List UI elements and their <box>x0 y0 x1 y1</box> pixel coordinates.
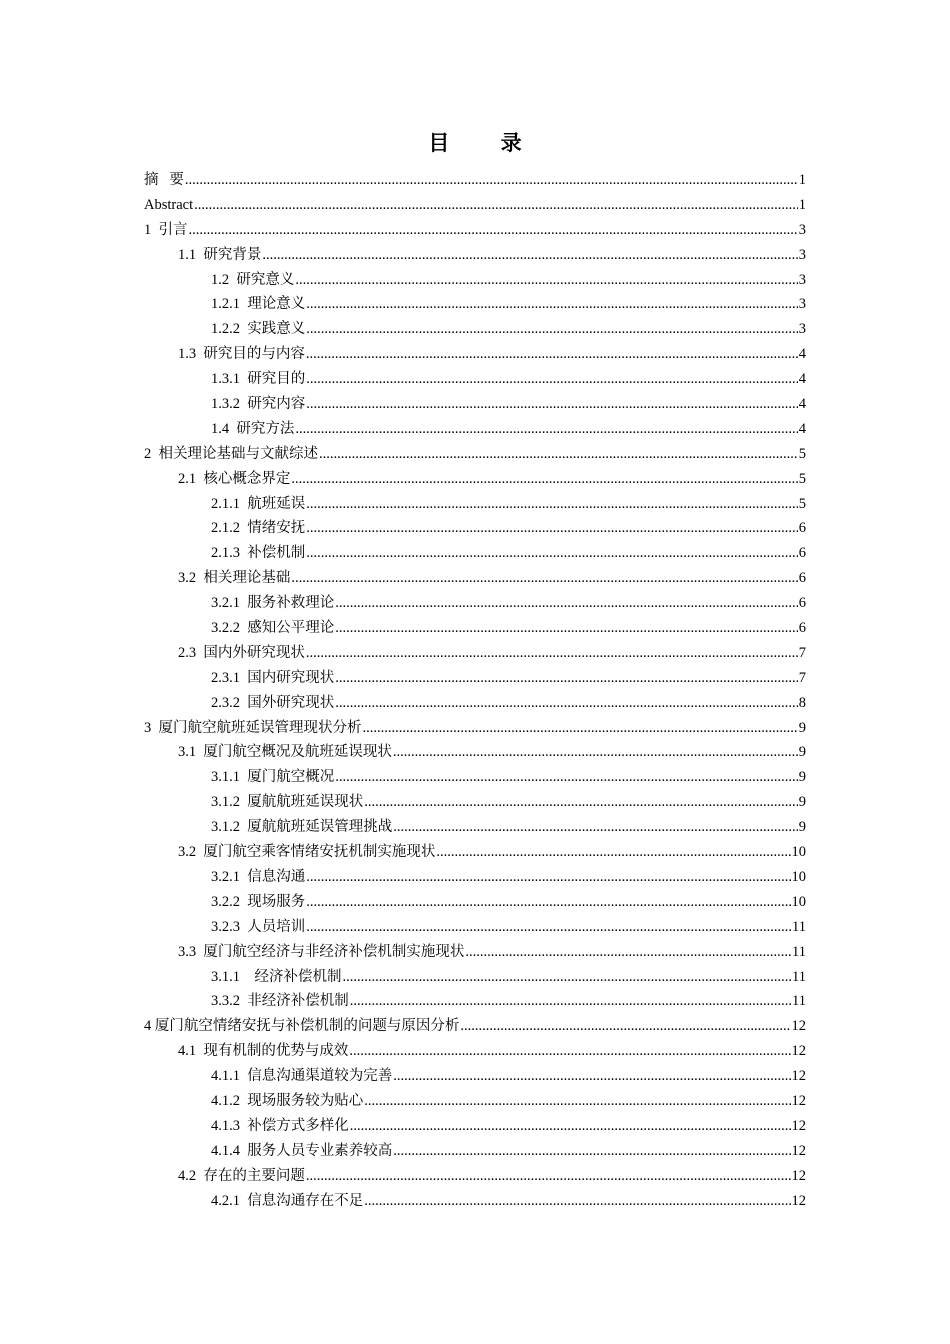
toc-entry-number: 3.2.1 <box>211 595 240 612</box>
toc-dot-leader <box>306 915 791 940</box>
toc-dot-leader <box>306 392 798 417</box>
toc-page-number: 9 <box>798 744 806 761</box>
toc-dot-leader <box>306 516 798 541</box>
table-of-contents <box>144 168 806 1213</box>
toc-entry-number: 2.1.1 <box>211 495 240 512</box>
toc-dot-leader <box>335 691 798 716</box>
toc-page-number: 6 <box>798 520 806 537</box>
toc-entry-title: 航班延误 <box>240 495 306 512</box>
toc-entry[interactable] <box>144 1064 806 1089</box>
toc-entry-number: 1 <box>144 221 152 238</box>
toc-entry[interactable] <box>144 392 806 417</box>
toc-dot-leader <box>460 1014 790 1039</box>
toc-entry[interactable] <box>144 1014 806 1039</box>
toc-entry[interactable] <box>144 616 806 641</box>
toc-dot-leader <box>306 1164 791 1189</box>
toc-entry-number: 3.1.1 <box>211 968 240 985</box>
toc-page-number: 12 <box>791 1117 806 1134</box>
toc-page-number: 10 <box>791 893 806 910</box>
toc-dot-leader <box>393 815 798 840</box>
toc-entry-number: 1.2 <box>211 271 230 288</box>
toc-entry-title: 人员培训 <box>240 918 306 935</box>
toc-entry-number: 1.1 <box>178 246 197 263</box>
toc-entry[interactable] <box>144 790 806 815</box>
toc-entry-number: 2 <box>144 445 152 462</box>
toc-entry[interactable] <box>144 890 806 915</box>
toc-entry-number: 3.2 <box>178 570 197 587</box>
toc-entry-title: 存在的主要问题 <box>196 1167 305 1184</box>
toc-dot-leader <box>189 218 798 243</box>
toc-dot-leader <box>335 666 798 691</box>
toc-entry[interactable] <box>144 1189 806 1214</box>
toc-entry[interactable] <box>144 1139 806 1164</box>
toc-entry-title: 厦航航班延误管理挑战 <box>240 819 393 836</box>
toc-entry-title: 相关理论基础与文献综述 <box>151 445 318 462</box>
toc-entry-title: 相关理论基础 <box>196 570 291 587</box>
toc-page-number: 5 <box>798 470 806 487</box>
toc-dot-leader <box>185 168 798 193</box>
toc-entry-title: 研究意义 <box>229 271 295 288</box>
toc-page-number: 4 <box>798 346 806 363</box>
toc-dot-leader <box>295 417 797 442</box>
toc-entry-title: 现场服务 <box>240 893 306 910</box>
toc-dot-leader <box>350 989 791 1014</box>
toc-page-number: 7 <box>798 669 806 686</box>
toc-page-number: 3 <box>798 221 806 238</box>
toc-page-number: 4 <box>798 396 806 413</box>
toc-dot-leader <box>306 292 798 317</box>
toc-page-number: 7 <box>798 644 806 661</box>
toc-page-number: 12 <box>791 1192 806 1209</box>
toc-entry[interactable] <box>144 193 806 218</box>
toc-page-number: 9 <box>798 819 806 836</box>
toc-entry-number: 4.1.1 <box>211 1068 240 1085</box>
toc-dot-leader <box>335 765 798 790</box>
toc-page-number: 12 <box>791 1142 806 1159</box>
toc-dot-leader <box>306 367 798 392</box>
toc-entry-title: 研究方法 <box>229 420 295 437</box>
toc-entry-number: 4 <box>144 1018 152 1035</box>
toc-page-number: 12 <box>791 1167 806 1184</box>
toc-entry-number: Abstract <box>144 196 194 213</box>
toc-dot-leader <box>364 790 798 815</box>
toc-page-number: 1 <box>798 196 806 213</box>
toc-entry-number: 4.1 <box>178 1043 197 1060</box>
toc-entry-number: 1.3.1 <box>211 371 240 388</box>
toc-entry-number: 2.1 <box>178 470 197 487</box>
toc-entry[interactable] <box>144 1039 806 1064</box>
toc-page-number: 3 <box>798 321 806 338</box>
toc-page-number: 3 <box>798 271 806 288</box>
toc-page-number: 8 <box>798 694 806 711</box>
toc-entry-title: 情绪安抚 <box>240 520 306 537</box>
toc-entry-number: 4.1.2 <box>211 1092 240 1109</box>
toc-entry-number: 1.2.2 <box>211 321 240 338</box>
toc-page-number: 11 <box>792 918 806 935</box>
toc-page-number: 1 <box>798 172 806 188</box>
toc-entry-title: 现场服务较为贴心 <box>240 1092 364 1109</box>
toc-dot-leader <box>343 965 792 990</box>
toc-dot-leader <box>364 1189 790 1214</box>
toc-dot-leader <box>349 1039 790 1064</box>
toc-entry[interactable] <box>144 218 806 243</box>
toc-entry-title: 现有机制的优势与成效 <box>196 1043 349 1060</box>
toc-entry-title: 国内外研究现状 <box>196 644 305 661</box>
toc-dot-leader <box>335 616 798 641</box>
toc-page-number: 12 <box>791 1092 806 1109</box>
toc-entry-number: 1.2.1 <box>211 296 240 313</box>
toc-entry-title: 研究背景 <box>196 246 262 263</box>
toc-page-number: 12 <box>791 1043 806 1060</box>
toc-dot-leader <box>393 740 798 765</box>
toc-page-number: 11 <box>792 943 806 960</box>
toc-entry[interactable] <box>144 1164 806 1189</box>
toc-entry-title: 研究内容 <box>240 396 306 413</box>
toc-entry-title: 服务人员专业素养较高 <box>240 1142 393 1159</box>
toc-entry-number: 3.1.1 <box>211 769 240 786</box>
toc-dot-leader <box>306 317 798 342</box>
toc-entry-number: 3.2.1 <box>211 868 240 885</box>
toc-dot-leader <box>319 442 798 467</box>
toc-dot-leader <box>335 591 798 616</box>
toc-page-number: 5 <box>798 495 806 512</box>
toc-entry-number: 3.2.2 <box>211 893 240 910</box>
toc-entry-title: 厦门航空概况 <box>240 769 335 786</box>
toc-dot-leader <box>393 1064 790 1089</box>
toc-page-number: 11 <box>792 968 806 985</box>
toc-dot-leader <box>291 467 797 492</box>
toc-entry[interactable] <box>144 268 806 293</box>
toc-entry-title: 厦航航班延误现状 <box>240 794 364 811</box>
toc-entry[interactable] <box>144 865 806 890</box>
page-title: 目 录 <box>428 131 544 155</box>
toc-page-number: 5 <box>798 445 806 462</box>
toc-entry[interactable] <box>144 467 806 492</box>
toc-page-number: 6 <box>798 620 806 637</box>
toc-entry-title: 信息沟通渠道较为完善 <box>240 1068 393 1085</box>
toc-entry-number: 3.1.2 <box>211 794 240 811</box>
toc-page-number: 9 <box>798 769 806 786</box>
toc-entry-title: 厦门航空情绪安抚与补偿机制的问题与原因分析 <box>151 1018 460 1035</box>
toc-entry[interactable] <box>144 691 806 716</box>
toc-entry-title: 厦门航空航班延误管理现状分析 <box>151 719 362 736</box>
toc-entry-number: 3.2 <box>178 844 197 861</box>
toc-entry-number: 摘 <box>144 172 159 188</box>
toc-entry-title: 核心概念界定 <box>196 470 291 487</box>
toc-entry[interactable] <box>144 442 806 467</box>
toc-page-number: 6 <box>798 545 806 562</box>
toc-page-number: 6 <box>798 595 806 612</box>
toc-page-number: 6 <box>798 570 806 587</box>
toc-entry-title: 引言 <box>151 221 188 238</box>
toc-entry[interactable] <box>144 492 806 517</box>
toc-dot-leader <box>306 641 798 666</box>
toc-entry[interactable] <box>144 940 806 965</box>
toc-entry-number: 3.2.2 <box>211 620 240 637</box>
toc-dot-leader <box>364 1089 790 1114</box>
toc-dot-leader <box>436 840 790 865</box>
toc-entry-number: 1.4 <box>211 420 230 437</box>
toc-entry-number: 3.2.3 <box>211 918 240 935</box>
toc-entry-number: 3.1 <box>178 744 197 761</box>
toc-entry[interactable] <box>144 815 806 840</box>
toc-entry-title: 国内研究现状 <box>240 669 335 686</box>
toc-dot-leader <box>291 566 797 591</box>
toc-entry[interactable] <box>144 168 806 193</box>
toc-entry[interactable] <box>144 243 806 268</box>
toc-entry[interactable] <box>144 716 806 741</box>
toc-entry[interactable] <box>144 1089 806 1114</box>
toc-entry[interactable] <box>144 292 806 317</box>
toc-entry-title: 感知公平理论 <box>240 620 335 637</box>
toc-page-number: 10 <box>791 868 806 885</box>
toc-dot-leader <box>194 193 798 218</box>
toc-dot-leader <box>350 1114 791 1139</box>
toc-dot-leader <box>393 1139 790 1164</box>
toc-entry-title: 厦门航空概况及航班延误现状 <box>196 744 392 761</box>
toc-entry-title: 补偿机制 <box>240 545 306 562</box>
toc-entry[interactable] <box>144 740 806 765</box>
toc-entry-title: 研究目的 <box>240 371 306 388</box>
toc-page-number: 12 <box>791 1018 806 1035</box>
toc-dot-leader <box>262 243 797 268</box>
toc-entry[interactable] <box>144 367 806 392</box>
toc-entry-number: 2.1.3 <box>211 545 240 562</box>
toc-dot-leader <box>306 865 790 890</box>
toc-entry-title: 经济补偿机制 <box>240 968 342 985</box>
toc-page-number: 10 <box>791 844 806 861</box>
toc-entry-number: 2.3.1 <box>211 669 240 686</box>
toc-entry-number: 3.3.2 <box>211 993 240 1010</box>
toc-entry[interactable] <box>144 342 806 367</box>
toc-entry-title: 信息沟通 <box>240 868 306 885</box>
toc-entry-title: 服务补救理论 <box>240 595 335 612</box>
toc-entry[interactable] <box>144 666 806 691</box>
toc-page-number: 4 <box>798 420 806 437</box>
toc-entry-number: 2.1.2 <box>211 520 240 537</box>
toc-entry-number: 3.3 <box>178 943 197 960</box>
toc-entry-title: 理论意义 <box>240 296 306 313</box>
toc-dot-leader <box>306 890 790 915</box>
toc-page-number: 3 <box>798 246 806 263</box>
toc-entry[interactable] <box>144 516 806 541</box>
toc-entry-number: 2.3.2 <box>211 694 240 711</box>
toc-entry-number: 2.3 <box>178 644 197 661</box>
toc-entry-title: 厦门航空经济与非经济补偿机制实施现状 <box>196 943 465 960</box>
toc-page-number: 3 <box>798 296 806 313</box>
toc-page-number: 11 <box>792 993 806 1010</box>
toc-entry[interactable] <box>144 915 806 940</box>
toc-entry[interactable] <box>144 541 806 566</box>
toc-entry-number: 4.2.1 <box>211 1192 240 1209</box>
toc-entry-title: 非经济补偿机制 <box>240 993 349 1010</box>
toc-entry-title: 要 <box>158 172 184 188</box>
toc-dot-leader <box>465 940 791 965</box>
toc-dot-leader <box>363 716 798 741</box>
toc-entry-number: 3.1.2 <box>211 819 240 836</box>
toc-entry-number: 4.1.3 <box>211 1117 240 1134</box>
toc-entry-number: 4.1.4 <box>211 1142 240 1159</box>
toc-entry-title: 研究目的与内容 <box>196 346 305 363</box>
toc-entry[interactable] <box>144 591 806 616</box>
toc-entry-title: 厦门航空乘客情绪安抚机制实施现状 <box>196 844 436 861</box>
toc-dot-leader <box>306 492 798 517</box>
toc-entry-title: 补偿方式多样化 <box>240 1117 349 1134</box>
toc-entry-title: 国外研究现状 <box>240 694 335 711</box>
toc-entry[interactable] <box>144 641 806 666</box>
toc-dot-leader <box>306 541 798 566</box>
toc-entry[interactable] <box>144 765 806 790</box>
toc-entry[interactable] <box>144 317 806 342</box>
toc-entry-title: 实践意义 <box>240 321 306 338</box>
toc-page-number: 4 <box>798 371 806 388</box>
toc-entry-number: 1.3 <box>178 346 197 363</box>
toc-entry-number: 3 <box>144 719 152 736</box>
toc-page-number: 9 <box>798 719 806 736</box>
toc-entry[interactable] <box>144 840 806 865</box>
toc-entry[interactable] <box>144 1114 806 1139</box>
toc-entry[interactable] <box>144 989 806 1014</box>
toc-entry-number: 4.2 <box>178 1167 197 1184</box>
toc-entry-title: 信息沟通存在不足 <box>240 1192 364 1209</box>
toc-entry-number: 1.3.2 <box>211 396 240 413</box>
toc-entry[interactable] <box>144 417 806 442</box>
toc-page-number: 12 <box>791 1068 806 1085</box>
toc-entry[interactable] <box>144 566 806 591</box>
toc-dot-leader <box>295 268 797 293</box>
toc-entry[interactable] <box>144 965 806 990</box>
toc-dot-leader <box>306 342 798 367</box>
toc-page-number: 9 <box>798 794 806 811</box>
